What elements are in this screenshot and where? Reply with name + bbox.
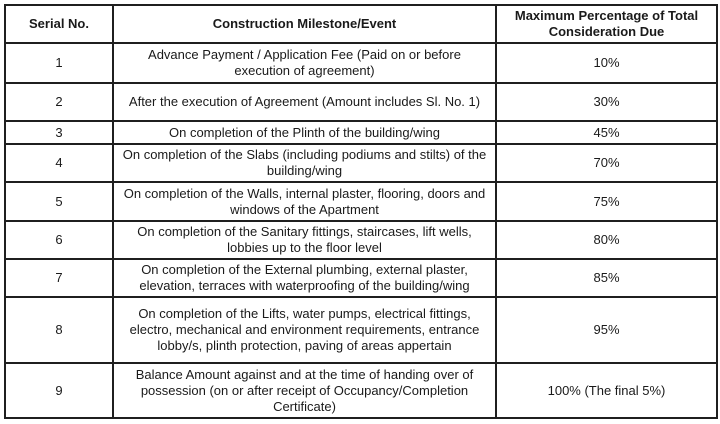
milestone-cell: On completion of the Walls, internal plaster, flooring, doors and windows of the Apartment xyxy=(113,182,496,221)
serial-cell: 4 xyxy=(5,144,113,182)
serial-cell: 1 xyxy=(5,43,113,83)
milestone-cell: After the execution of Agreement (Amount includes Sl. No. 1) xyxy=(113,83,496,121)
column-header-milestone: Construction Milestone/Event xyxy=(113,5,496,43)
percentage-cell: 85% xyxy=(496,259,717,297)
table-row xyxy=(5,363,717,418)
percentage-cell: 95% xyxy=(496,297,717,363)
table-row xyxy=(5,259,717,297)
serial-cell: 9 xyxy=(5,363,113,418)
milestone-cell: On completion of the Plinth of the building/wing xyxy=(113,121,496,144)
column-header-percentage: Maximum Percentage of Total Consideration Due xyxy=(496,5,717,43)
table-row xyxy=(5,144,717,182)
percentage-cell: 70% xyxy=(496,144,717,182)
serial-cell: 6 xyxy=(5,221,113,259)
percentage-cell: 10% xyxy=(496,43,717,83)
percentage-cell: 80% xyxy=(496,221,717,259)
table-row xyxy=(5,83,717,121)
table-row xyxy=(5,221,717,259)
table-row xyxy=(5,297,717,363)
serial-cell: 7 xyxy=(5,259,113,297)
table-row xyxy=(5,121,717,144)
percentage-cell: 45% xyxy=(496,121,717,144)
percentage-cell: 75% xyxy=(496,182,717,221)
milestone-cell: On completion of the Lifts, water pumps, electrical fittings, electro, mechanical and environment requirements, entrance lobby/s, plinth protection, paving of areas appertain xyxy=(113,297,496,363)
milestone-cell: On completion of the Sanitary fittings, staircases, lift wells, lobbies up to the floor level xyxy=(113,221,496,259)
milestone-cell: On completion of the External plumbing, external plaster, elevation, terraces with waterproofing of the building/wing xyxy=(113,259,496,297)
serial-cell: 3 xyxy=(5,121,113,144)
milestone-cell: Advance Payment / Application Fee (Paid on or before execution of agreement) xyxy=(113,43,496,83)
table-row xyxy=(5,43,717,83)
table-row xyxy=(5,182,717,221)
serial-cell: 2 xyxy=(5,83,113,121)
milestone-cell: On completion of the Slabs (including podiums and stilts) of the building/wing xyxy=(113,144,496,182)
payment-schedule-table xyxy=(4,4,718,419)
serial-cell: 8 xyxy=(5,297,113,363)
serial-cell: 5 xyxy=(5,182,113,221)
table-header-row xyxy=(5,5,717,43)
column-header-serial-no: Serial No. xyxy=(5,5,113,43)
milestone-cell: Balance Amount against and at the time of handing over of possession (on or after receipt of Occupancy/Completion Certificate) xyxy=(113,363,496,418)
percentage-cell: 30% xyxy=(496,83,717,121)
percentage-cell: 100% (The final 5%) xyxy=(496,363,717,418)
